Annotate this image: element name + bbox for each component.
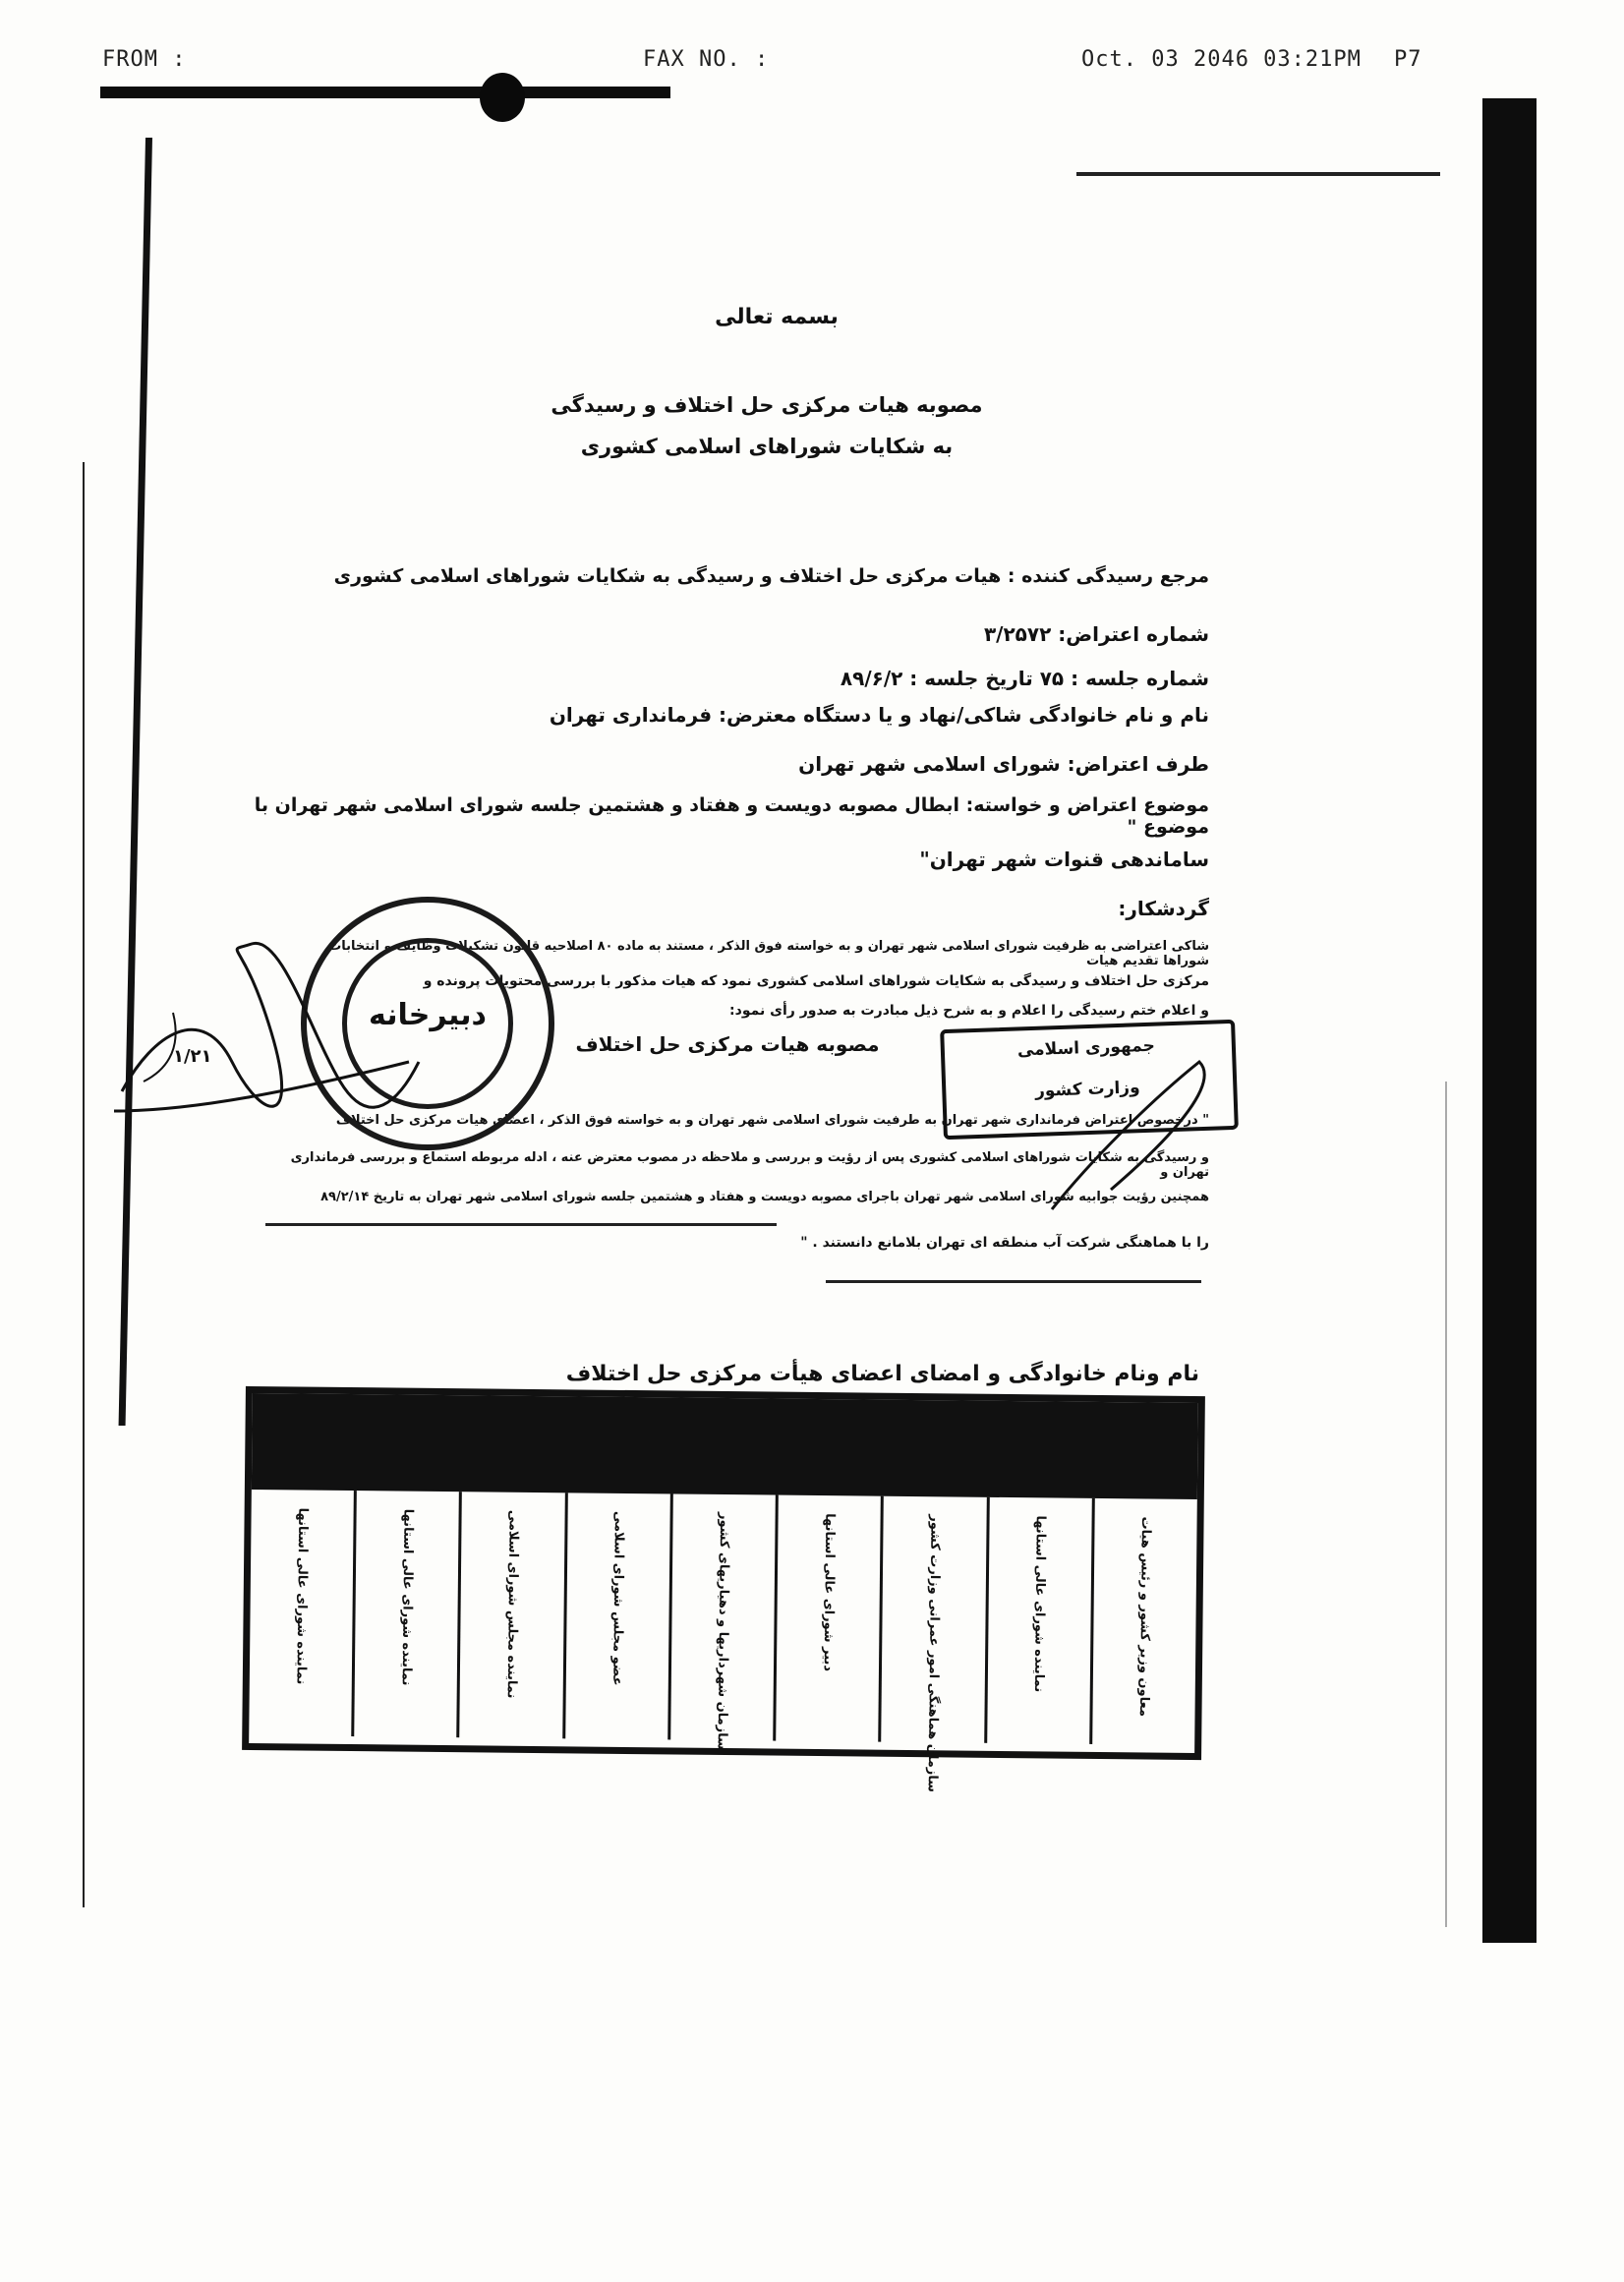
verdict-underline-left bbox=[265, 1223, 777, 1226]
right-faint-edge bbox=[1445, 1082, 1447, 1927]
member-cell bbox=[457, 1492, 565, 1738]
member-cell bbox=[984, 1497, 1092, 1744]
member-label: نماینده مجلس شورای اسلامی bbox=[503, 1509, 521, 1699]
right-scan-border bbox=[1482, 98, 1537, 1943]
rect-stamp-line1: جمهوری اسلامی bbox=[1016, 1035, 1156, 1061]
reviewer-field: مرجع رسیدگی کننده : هیات مرکزی حل اختلاف و رسیدگی به شکایات شوراهای اسلامی کشوری bbox=[333, 565, 1209, 587]
member-cell bbox=[879, 1496, 987, 1793]
top-right-scan-line bbox=[1076, 172, 1440, 176]
top-scan-bar bbox=[100, 87, 670, 98]
member-label: دبیر شورای عالی استانها bbox=[820, 1513, 838, 1672]
member-cell bbox=[562, 1492, 670, 1739]
report-line2: مرکزی حل اختلاف و رسیدگی به شکایات شوراهای اسلامی کشوری نمود که هیات مذکور با بررسی محتویات پرونده و bbox=[423, 973, 1209, 989]
member-label: نماینده شورای عالی استانها bbox=[1030, 1515, 1048, 1693]
signature-scribble bbox=[114, 914, 429, 1170]
member-label: سازمان شهرداریها و دهیاریهای کشور bbox=[714, 1511, 732, 1750]
subject-field-line2: ساماندهی قنوات شهر تهران" bbox=[919, 848, 1209, 871]
fax-number-label: FAX NO. : bbox=[643, 47, 770, 72]
stamp-center-text: دبیرخانه bbox=[369, 998, 487, 1032]
verdict-line3: همچنین رؤیت جوابیه شورای اسلامی شهر تهران باجرای مصوبه دویست و هفتاد و هشتمین جلسه شورای اسلامی شهر تهران به تاریخ ۸۹/۲/۱۴ bbox=[320, 1190, 1209, 1204]
left-scan-border bbox=[119, 138, 152, 1426]
session-field: شماره جلسه : ۷۵ تاریخ جلسه : ۸۹/۶/۲ bbox=[840, 667, 1209, 690]
report-line3: و اعلام ختم رسیدگی را اعلام و به شرح ذیل مبادرت به صدور رأی نمود: bbox=[729, 1003, 1209, 1019]
members-table-title: نام ونام خانوادگی و امضای اعضای هیأت مرکزی حل اختلاف bbox=[565, 1362, 1199, 1386]
rect-stamp-line2: وزارت کشور bbox=[1034, 1078, 1140, 1101]
verdict-heading: مصوبه هیات مرکزی حل اختلاف bbox=[575, 1032, 880, 1056]
member-label: عضو مجلس شورای اسلامی bbox=[609, 1510, 626, 1686]
signature-number: ۱/۲۱ bbox=[173, 1046, 212, 1067]
subject-field-line1: موضوع اعتراض و خواسته: ابطال مصوبه دویست و هفتاد و هشتمین جلسه شورای اسلامی شهر تهران با موضوع " bbox=[254, 794, 1209, 838]
respondent-field: طرف اعتراض: شورای اسلامی شهر تهران bbox=[798, 752, 1209, 776]
member-cell bbox=[773, 1495, 881, 1742]
verdict-underline-right bbox=[826, 1280, 1201, 1283]
bismillah-heading: بسمه تعالی bbox=[715, 305, 839, 329]
punch-hole-mark bbox=[480, 73, 525, 122]
fax-page-number: P7 bbox=[1394, 47, 1422, 72]
member-cell bbox=[1089, 1498, 1197, 1745]
member-label: معاون وزیر کشور و رئیس هیات bbox=[1135, 1516, 1154, 1717]
members-table-row bbox=[249, 1490, 1197, 1793]
member-label: سازمان هماهنگی امور عمرانی وزارت کشور bbox=[924, 1514, 943, 1793]
verdict-line2: و رسیدگی به شکایات شوراهای اسلامی کشوری پس از رؤیت و بررسی و ملاحظه در مصوب معترض عنه ، ادله مربوطه استماع و بررسی فرمانداری تهران و bbox=[290, 1150, 1209, 1180]
fax-from-label: FROM : bbox=[102, 47, 187, 72]
report-line1: شاکی اعتراضی به ظرفیت شورای اسلامی شهر تهران و به خواسته فوق الذکر ، مستند به ماده ۸۰ اصلاحیه قانون تشکیلات وظایف و انتخابات شوراها تقدیم هیات bbox=[328, 939, 1209, 968]
fax-datetime: Oct. 03 2046 03:21PM bbox=[1081, 47, 1362, 72]
report-label: گردشکار: bbox=[1118, 897, 1209, 920]
verdict-line1: " درخصوص اعتراض فرمانداری شهر تهران به طرفیت شورای اسلامی شهر تهران و به خواسته فوق الذکر ، اعضای هیات مرکزی حل اختلاف bbox=[335, 1113, 1209, 1128]
document-title-line2: به شکایات شوراهای اسلامی کشوری bbox=[580, 435, 954, 458]
left-faint-edge bbox=[83, 462, 85, 1907]
document-title-line1: مصوبه هیات مرکزی حل اختلاف و رسیدگی bbox=[551, 393, 983, 417]
member-cell bbox=[667, 1493, 776, 1750]
complainant-field: نام و نام خانوادگی شاکی/نهاد و یا دستگاه معترض: فرمانداری تهران bbox=[549, 703, 1209, 727]
member-label: نماینده شورای عالی استانها bbox=[293, 1507, 311, 1685]
member-label: نماینده شورای عالی استانها bbox=[398, 1508, 416, 1686]
member-cell bbox=[249, 1490, 354, 1736]
member-cell bbox=[351, 1491, 459, 1737]
stamp-signature-loop bbox=[1032, 1042, 1229, 1229]
objection-number-field: شماره اعتراض: ۳/۲۵۷۲ bbox=[983, 622, 1209, 646]
members-signature-table bbox=[242, 1386, 1205, 1793]
members-table-header-bar bbox=[252, 1393, 1198, 1499]
verdict-line4: را با هماهنگی شرکت آب منطقه ای تهران بلامانع دانستند . " bbox=[800, 1235, 1209, 1251]
